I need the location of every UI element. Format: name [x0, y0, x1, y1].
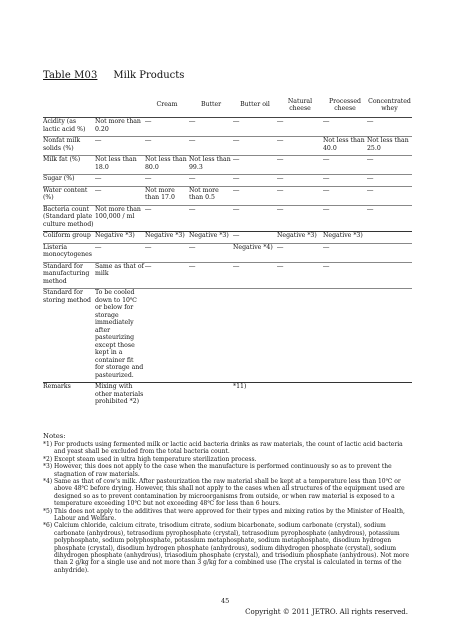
table-cell: ― — [323, 186, 367, 205]
table-cell: ― — [189, 243, 233, 262]
table-cell: Not less than 18.0 — [95, 156, 145, 175]
column-header — [43, 93, 95, 118]
table-row — [43, 383, 412, 409]
table-cell: ― — [95, 243, 145, 262]
table-cell: Not less than 40.0 — [323, 137, 367, 156]
table-cell: ― — [95, 175, 145, 187]
table-cell — [367, 383, 412, 409]
notes-section — [43, 433, 415, 574]
table-cell: ― — [95, 186, 145, 205]
note-text: Same as that of cow's milk. After pasteurization the raw material shall be kept at a temperature less than 10℃ or above 48℃ before drying. However, this shall not apply to the cases when all structures of the equipment used are designed so as to prevent contamination by microorganisms from outside, or when raw material is exposed to a temperature exceeding 10℃ but not exceeding 48℃ for less than 6 hours. — [54, 477, 405, 508]
note-text: However, this does not apply to the case when the manufacture is performed continuously so as to prevent the stagnation of raw materials. — [54, 463, 392, 478]
table-body — [43, 118, 412, 409]
row-label: Standard for manufacturing method — [43, 262, 95, 289]
row-label: Remarks — [43, 383, 95, 409]
note-mark: *4) — [43, 477, 53, 485]
table-cell — [233, 289, 277, 383]
table-cell: Negative *3) — [95, 232, 145, 244]
row-label: Acidity (as lactic acid %) — [43, 118, 86, 133]
table-cell: ― — [233, 232, 277, 244]
table-heading — [43, 70, 184, 81]
notes-list — [43, 441, 415, 574]
note-text: This does not apply to the additives that were approved for their types and mixing ratios by the Minister of Health, Labour and Welfare. — [54, 507, 405, 522]
table-cell: Negative *3) — [189, 232, 233, 244]
table-cell — [367, 232, 412, 244]
column-header: Cream — [156, 101, 178, 109]
notes-label: Notes: — [43, 432, 66, 440]
table-cell: ― — [145, 175, 189, 187]
table-cell — [277, 383, 323, 409]
table-row — [43, 137, 412, 156]
table-cell: ― — [233, 186, 277, 205]
table-cell: ― — [323, 118, 330, 125]
table-cell: ― — [277, 118, 284, 125]
table-cell: Not less than 25.0 — [367, 137, 412, 156]
row-label: Milk fat (%) — [43, 156, 95, 175]
table-cell: Negative *3) — [323, 232, 367, 244]
table-row — [43, 175, 412, 187]
table-row — [43, 289, 412, 383]
column-header: Butter oil — [240, 101, 270, 109]
table-cell: ― — [323, 156, 367, 175]
table-cell: ― — [145, 262, 189, 289]
column-header — [95, 93, 145, 118]
table-cell: Negative *3) — [145, 232, 189, 244]
table-cell: ― — [323, 243, 367, 262]
table-cell: Not more than 100,000 / ml — [95, 205, 145, 232]
copyright-notice: Copyright © 2011 JETRO. All rights reserved. — [245, 608, 408, 616]
note-mark: *2) — [43, 455, 53, 463]
table-id: Table M03 — [43, 70, 98, 81]
column-header: Processed cheese — [329, 97, 361, 112]
table-cell: *11) — [233, 383, 277, 409]
table-cell: ― — [189, 118, 196, 125]
table-cell: Negative *4) — [233, 243, 277, 262]
table-cell: ― — [277, 186, 323, 205]
table-cell: ― — [233, 137, 277, 156]
table-cell — [323, 383, 367, 409]
table-cell: ― — [277, 243, 323, 262]
table-row — [43, 156, 412, 175]
note-item — [43, 522, 415, 574]
table-cell: ― — [145, 118, 152, 125]
table-cell: Not less than 99.3 — [189, 156, 233, 175]
table-cell — [277, 289, 323, 383]
table-cell: ― — [233, 262, 277, 289]
column-header: Butter — [200, 101, 222, 109]
note-mark: *1) — [43, 440, 53, 448]
table-cell: ― — [367, 186, 412, 205]
row-label: Bacteria count (Standard plate culture method) — [43, 205, 95, 232]
row-label: Water content (%) — [43, 186, 95, 205]
table-cell — [367, 289, 412, 383]
table-row — [43, 243, 412, 262]
row-label: Nonfat milk solids (%) — [43, 137, 95, 156]
table-row — [43, 262, 412, 289]
note-item — [43, 441, 415, 456]
table-cell: ― — [233, 175, 277, 187]
table-row — [43, 205, 412, 232]
column-header: Natural cheese — [287, 97, 313, 112]
note-mark: *5) — [43, 507, 53, 515]
table-cell: To be cooled down to 10℃ or below for storage immediately after pasteurizing except those kept in a container fit for storage and pasteurized. — [95, 289, 145, 383]
table-cell — [189, 289, 233, 383]
table-cell: ― — [277, 205, 323, 232]
table-cell: ― — [323, 205, 367, 232]
table-cell: Negative *3) — [277, 232, 323, 244]
table-cell: ― — [189, 262, 233, 289]
note-item — [43, 463, 415, 478]
table-cell: Not more than 0.20 — [95, 118, 141, 133]
table-cell: ― — [277, 262, 323, 289]
table-cell: ― — [277, 156, 323, 175]
table-header-row — [43, 93, 412, 118]
table-cell — [189, 383, 233, 409]
table-cell: ― — [233, 156, 277, 175]
note-text: For products using fermented milk or lactic acid bacteria drinks as raw materials, the count of lactic acid bacteria and yeast shall be excluded from the total bacteria count. — [54, 440, 403, 456]
table-cell: Not less than 80.0 — [145, 156, 189, 175]
table-cell — [367, 262, 412, 289]
table-row — [43, 186, 412, 205]
table-cell: Not more than 0.5 — [189, 186, 233, 205]
table-cell: ― — [189, 175, 233, 187]
table-cell: ― — [145, 205, 189, 232]
table-cell — [367, 243, 412, 262]
table-cell: Mixing with other materials prohibited *2) — [95, 383, 145, 409]
note-item — [43, 478, 415, 508]
row-label: Listeria monocytogenes — [43, 243, 95, 262]
table-cell: ― — [145, 243, 189, 262]
table-cell: ― — [323, 175, 367, 187]
note-item — [43, 456, 415, 463]
table-cell — [323, 289, 367, 383]
table-cell: Same as that of milk — [95, 262, 145, 289]
table-cell: ― — [277, 137, 323, 156]
note-text: Calcium chloride, calcium citrate, trisodium citrate, sodium bicarbonate, sodium carbonate (crystal), sodium carbonate (anhydrous), tetrasodium pyrophosphate (crystal), tetrasodium pyrophosphate (anhydrous), potassium polyphosphate, sodium polyphosphate, potassium metaphosphate, sodium metaphosphate, disodium hydrogen phosphate (crystal), disodium hydrogen phosphate (anhydrous), sodium dihydrogen phosphate (crystal), sodium dihydrogen phosphate (anhydrous), triasodium phosphate (crystal), and trisodium phosphate (anhydrous). Not more than 2 g/kg for a single use and not more than 3 g/kg for a combined use (The crystal is calculated in terms of the anhydride). — [54, 522, 410, 574]
row-label: Sugar (%) — [43, 175, 95, 187]
table-cell: Not more than 17.0 — [145, 186, 189, 205]
note-mark: *6) — [43, 522, 53, 530]
milk-products-table — [43, 93, 412, 409]
table-cell: ― — [145, 137, 189, 156]
table-cell: ― — [367, 156, 412, 175]
column-header: Concentrated whey — [368, 97, 411, 112]
table-cell: ― — [367, 175, 412, 187]
table-cell: ― — [233, 205, 277, 232]
table-cell: ― — [189, 137, 233, 156]
table-row — [43, 232, 412, 244]
table-title: Milk Products — [113, 70, 185, 81]
note-text: Except steam used in ultra high temperature sterilization process. — [54, 455, 257, 463]
table-cell: ― — [323, 262, 367, 289]
row-label: Coliform group — [43, 232, 95, 244]
note-item — [43, 508, 415, 523]
row-label: Standard for storing method — [43, 289, 95, 383]
table-cell: ― — [189, 205, 233, 232]
table-cell — [145, 289, 189, 383]
table-cell: ― — [367, 118, 374, 125]
table-cell: ― — [367, 205, 412, 232]
page-number: 45 — [221, 597, 230, 605]
table-cell: ― — [95, 137, 145, 156]
table-row — [43, 118, 412, 137]
table-cell: ― — [233, 118, 240, 125]
note-mark: *3) — [43, 463, 53, 471]
table-cell — [145, 383, 189, 409]
table-cell: ― — [277, 175, 323, 187]
